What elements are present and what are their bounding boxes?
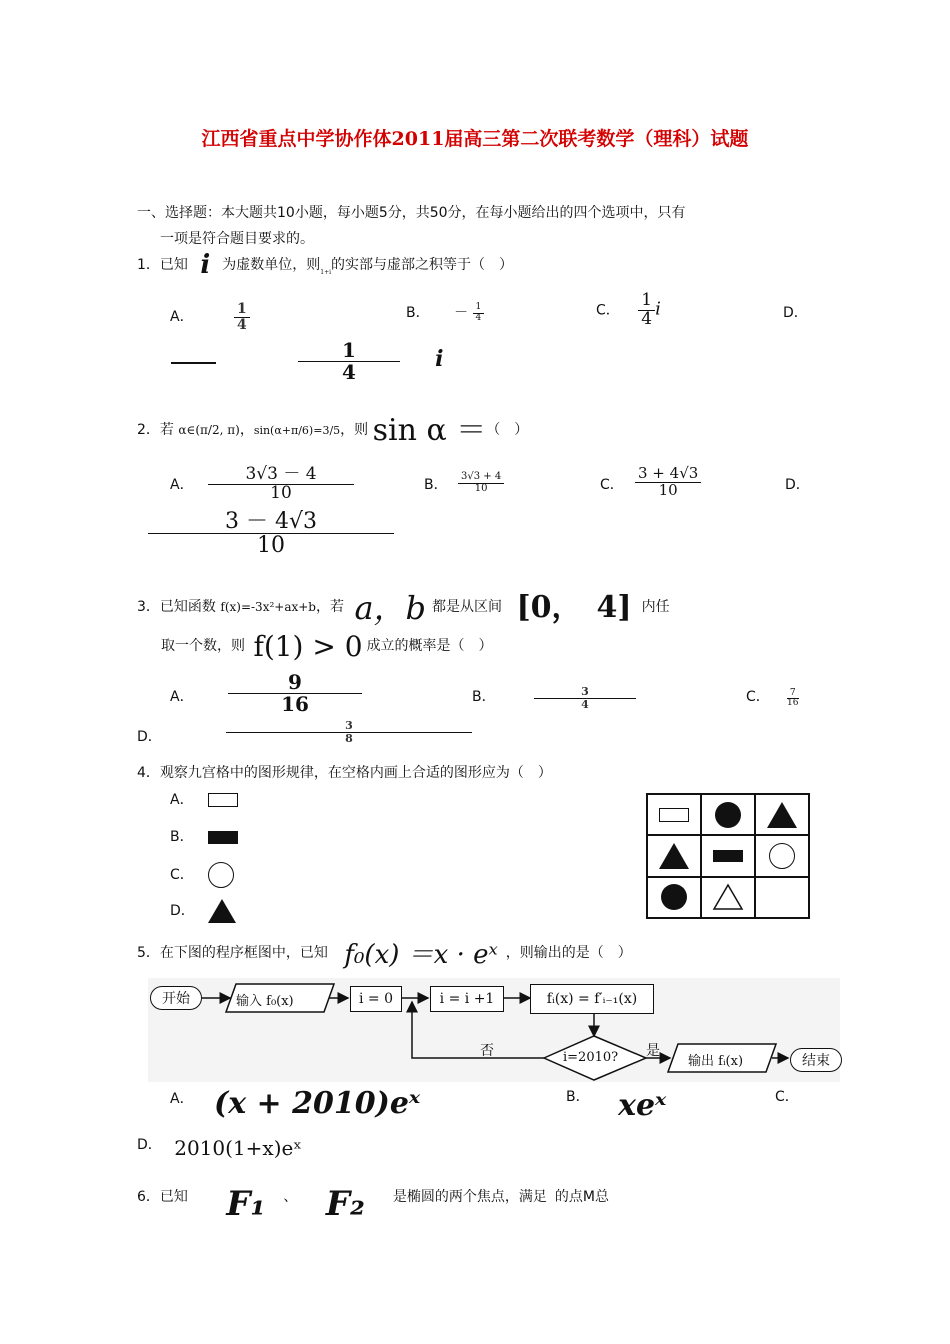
q3-stem-line1: 3．已知函数 f(x)=-3x²+ax+b，若 a，b 都是从区间 [0， 4] 内任 xyxy=(137,589,670,627)
q2-number: 2． xyxy=(137,422,160,438)
flowchart-no-label: 否 xyxy=(480,1043,494,1059)
q4-option-b[interactable]: B． xyxy=(170,826,238,846)
filled-rectangle-icon xyxy=(208,831,238,844)
grid-cell-1 xyxy=(647,794,701,835)
flowchart-condition: i=2010? xyxy=(563,1050,619,1065)
q2-option-a[interactable]: A． xyxy=(170,477,194,493)
flowchart-end: 结束 xyxy=(790,1048,842,1072)
grid-cell-2 xyxy=(701,794,755,835)
grid-cell-9-empty[interactable] xyxy=(755,877,809,918)
q1-option-b[interactable]: B． － $\frac{1}{4}$ xyxy=(406,302,484,323)
q3-option-a[interactable]: A． xyxy=(170,689,194,705)
q1-stem: 1．已知 i 为虚数单位，则$_{1+i}$的实部与虚部之积等于（ ） xyxy=(137,250,514,280)
q4-option-a[interactable]: A． xyxy=(170,789,238,809)
q2-condition-1: α∈(π/2, π) xyxy=(178,423,240,437)
grid-cell-6 xyxy=(755,835,809,876)
q4-option-d[interactable]: D． xyxy=(170,898,237,924)
flowchart-output: 输出 fᵢ(x) xyxy=(688,1054,744,1069)
q2-option-d-frac: $\frac{3 - 4√3}{10}$ xyxy=(148,510,394,557)
filled-circle-icon xyxy=(715,802,741,828)
q1-option-c-frac: $\frac{1}{4}$ xyxy=(638,292,655,329)
q1-option-d[interactable]: D． xyxy=(783,305,808,321)
flowchart-init: i = 0 xyxy=(350,986,402,1012)
q6-f2: F₂ xyxy=(325,1184,365,1224)
grid-cell-3 xyxy=(755,794,809,835)
filled-triangle-icon xyxy=(658,842,690,870)
q3-function: f(x)=-3x²+ax+b xyxy=(220,600,316,614)
nine-grid xyxy=(646,793,810,919)
flowchart-start: 开始 xyxy=(150,986,202,1010)
q3-condition: f(1) > 0 xyxy=(253,630,363,663)
q1-option-d-minus xyxy=(171,362,216,364)
q2-option-b-frac: $\frac{3√3 + 4}{10}$ xyxy=(458,472,504,494)
q4-stem: 4．观察九宫格中的图形规律，在空格内画上合适的图形应为（ ） xyxy=(137,765,552,781)
q3-vars: a，b xyxy=(354,589,427,627)
hollow-triangle-icon xyxy=(712,883,744,911)
q5-option-d-expr: 2010(1+x)eˣ xyxy=(174,1136,302,1160)
grid-cell-7 xyxy=(647,877,701,918)
q4-option-c[interactable]: C． xyxy=(170,862,234,888)
q6-f1: F₁ xyxy=(226,1184,266,1224)
flowchart-increment: i = i +1 xyxy=(430,986,504,1012)
q5-option-a-expr: (x + 2010)eˣ xyxy=(214,1086,421,1121)
hollow-rectangle-icon xyxy=(659,808,689,822)
filled-triangle-icon xyxy=(207,898,237,924)
hollow-circle-icon xyxy=(208,862,234,888)
flowchart-input: 输入 f₀(x) xyxy=(236,994,294,1009)
q2-condition-2: sin(α+π/6)=3/5 xyxy=(253,424,341,437)
q3-interval: [0， 4] xyxy=(516,590,632,625)
q1-option-c[interactable]: C． $\frac{1}{4}$ i xyxy=(596,290,661,329)
q3-stem-line2: 取一个数，则 f(1) > 0 成立的概率是（ ） xyxy=(161,630,493,663)
section-instructions-line1: 一、选择题：本大题共10小题，每小题5分，共50分，在每小题给出的四个选项中，只有 xyxy=(137,205,686,221)
q2-option-d[interactable]: D． xyxy=(785,477,810,493)
q1-option-a[interactable]: A． $\frac{1}{4}$ xyxy=(170,302,250,332)
grid-cell-5 xyxy=(701,835,755,876)
q2-stem: 2．若 α∈(π/2, π)，sin(α+π/6)=3/5，则 sin α ＝（ ） xyxy=(137,413,529,448)
q3-option-c[interactable]: C． xyxy=(746,689,770,705)
q5-option-c[interactable]: C． xyxy=(775,1089,799,1105)
q2-option-a-frac: $\frac{3√3 - 4}{10}$ xyxy=(208,466,354,503)
filled-rectangle-icon xyxy=(713,850,743,862)
q3-option-c-frac: $\frac{7}{16}$ xyxy=(787,687,799,708)
q1-option-a-frac: $\frac{1}{4}$ xyxy=(234,302,250,332)
q6-stem: 6．已知 F₁ 、 F₂ 是椭圆的两个焦点，满足 的点M总 xyxy=(137,1184,609,1224)
q5-option-b-expr: xeˣ xyxy=(618,1088,667,1123)
q2-option-c[interactable]: C． xyxy=(600,477,624,493)
hollow-circle-icon xyxy=(769,843,795,869)
flowchart-yes-label: 是 xyxy=(646,1043,660,1059)
q1-var-i: i xyxy=(200,250,211,280)
q3-option-a-frac: $\frac{9}{16}$ xyxy=(228,672,362,715)
q3-option-d[interactable]: D． xyxy=(137,729,162,745)
q3-option-d-frac: $\frac{3}{8}$ xyxy=(226,720,472,744)
q3-option-b-frac: $\frac{3}{4}$ xyxy=(534,686,636,710)
q5-expression: f₀(x) ＝x · eˣ xyxy=(344,940,498,970)
q5-option-a[interactable]: A． (x + 2010)eˣ xyxy=(170,1086,421,1121)
q1-number: 1． xyxy=(137,257,160,273)
q4-number: 4． xyxy=(137,765,160,781)
q5-option-b[interactable]: B． xeˣ xyxy=(566,1088,667,1123)
hollow-rectangle-icon xyxy=(208,793,238,807)
section-instructions-line2: 一项是符合题目要求的。 xyxy=(160,231,314,247)
q3-number: 3． xyxy=(137,599,160,615)
filled-triangle-icon xyxy=(766,801,798,829)
q1-small-expr: 1+i xyxy=(320,269,332,276)
page-title: 江西省重点中学协作体2011届高三第二次联考数学（理科）试题 xyxy=(201,128,749,150)
q2-expression: sin α ＝ xyxy=(372,413,487,448)
q1-option-d-expr: $\frac{1}{4}$ i xyxy=(298,340,443,383)
grid-cell-8 xyxy=(701,877,755,918)
q2-option-c-frac: $\frac{3 + 4√3}{10}$ xyxy=(635,466,701,499)
q2-option-b[interactable]: B． xyxy=(424,477,448,493)
q1-option-b-frac: $\frac{1}{4}$ xyxy=(473,303,485,323)
q6-number: 6． xyxy=(137,1189,160,1205)
q5-stem: 5．在下图的程序框图中，已知 f₀(x) ＝x · eˣ ，则输出的是（ ） xyxy=(137,940,632,970)
q5-number: 5． xyxy=(137,945,160,961)
q5-option-d[interactable]: D． 2010(1+x)eˣ xyxy=(137,1136,302,1160)
grid-cell-4 xyxy=(647,835,701,876)
q3-option-b[interactable]: B． xyxy=(472,689,496,705)
flowchart-derivative: fᵢ(x) = f′ᵢ₋₁(x) xyxy=(530,984,654,1014)
filled-circle-icon xyxy=(661,884,687,910)
